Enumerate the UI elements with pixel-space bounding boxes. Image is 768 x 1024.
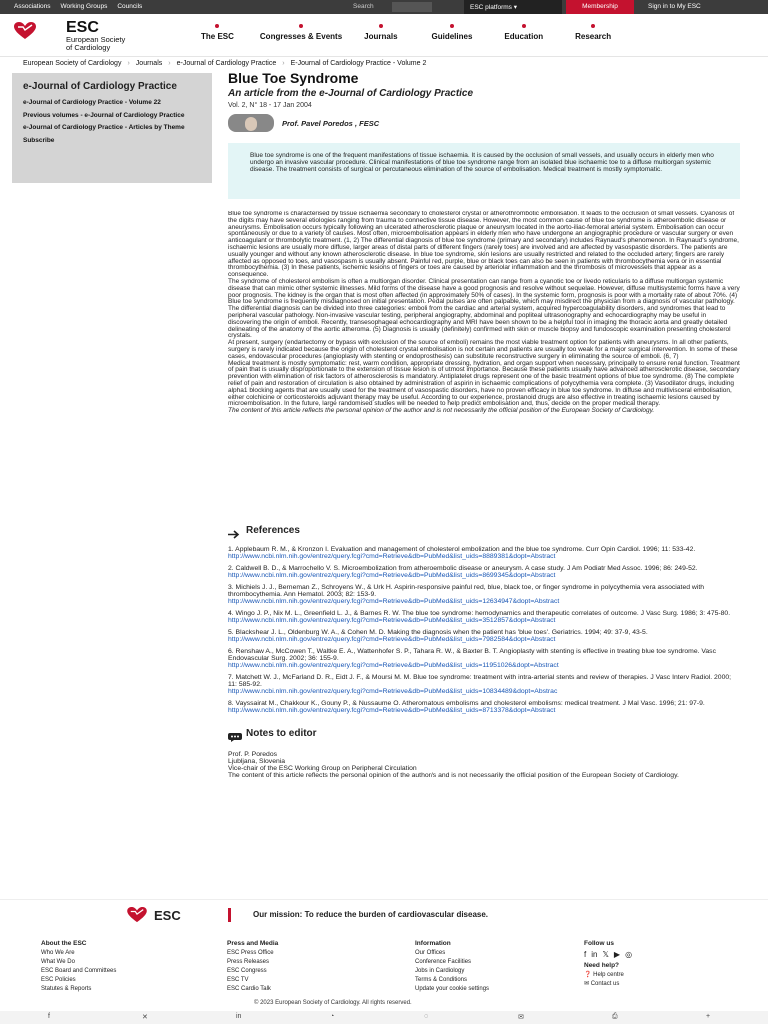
main-header (0, 14, 768, 57)
x-icon[interactable]: 𝕏 (602, 950, 609, 959)
instagram-icon[interactable]: ◎ (625, 950, 633, 959)
footer-logo[interactable] (124, 907, 181, 923)
footer-link[interactable]: Our Offices (415, 950, 446, 956)
reference-link[interactable]: http://www.ncbi.nlm.nih.gov/entrez/query.fcgi?cmd=Retrieve&db=PubMed&list_uids=10834489&dopt=Abstrac (228, 688, 558, 695)
mail-icon: ✉ (584, 981, 590, 987)
divider (228, 908, 231, 922)
footer-col-about (41, 939, 116, 994)
nav-the-esc[interactable]: The ESC (195, 32, 240, 41)
whatsapp-icon[interactable]: ◔ (330, 1013, 335, 1020)
reference-link[interactable]: http://www.ncbi.nlm.nih.gov/entrez/query.fcgi?cmd=Retrieve&db=PubMed&list_uids=8889381&dopt=Abstract (228, 553, 556, 560)
linkedin-icon[interactable]: in (236, 1013, 242, 1020)
need-help-title: Need help? (584, 962, 620, 969)
nav-dot-icon (522, 24, 526, 28)
membership-button[interactable]: Membership (566, 0, 634, 14)
help-icon: ❓ (584, 972, 592, 978)
footer-col-info (415, 939, 489, 994)
associations-link[interactable]: Associations (14, 3, 51, 10)
help-centre-link[interactable]: ❓ Help centre (584, 972, 624, 978)
references-title: References (246, 525, 300, 536)
nav-guidelines[interactable]: Guidelines (426, 32, 479, 41)
sign-in-link[interactable]: Sign in to My ESC (648, 3, 701, 10)
social-icons (584, 950, 632, 959)
footer (0, 929, 768, 1009)
footer-col-follow (584, 939, 632, 989)
nav-dot-icon (591, 24, 595, 28)
top-utility-bar (0, 0, 768, 14)
sidebar-item-volume-22[interactable]: e-Journal of Cardiology Practice - Volume 22 (23, 99, 161, 106)
footer-link[interactable]: Terms & Conditions (415, 977, 468, 983)
reference-link[interactable]: http://www.ncbi.nlm.nih.gov/entrez/query.fcgi?cmd=Retrieve&db=PubMed&list_uids=8699345&dopt=Abstract (228, 572, 556, 579)
chevron-right-icon: › (282, 60, 285, 67)
linkedin-icon[interactable]: in (591, 950, 598, 959)
article-body (228, 211, 740, 507)
youtube-icon[interactable]: ▶ (613, 950, 621, 959)
page-title: Blue Toe Syndrome (228, 70, 359, 86)
councils-link[interactable]: Councils (117, 3, 143, 10)
chevron-right-icon: › (127, 60, 130, 67)
notes-line: The content of this article reflects the personal opinion of the author/s and is not necessarily the official position of the European Society of Cardiology. (228, 772, 679, 779)
nav-dot-icon (450, 24, 454, 28)
footer-link[interactable]: Press Releases (227, 959, 270, 965)
paragraph: The syndrome of cholesterol embolism is often a multiorgan disorder. Clinical presentation can range from a cyanotic toe or livedo reticularis to a diffuse multiorgan systemic disease that can mimic other systemic illnesses. Mild forms of the disease have a good prognosis and resolve without sequelae. However, diffuse multisystemic forms have a very poor prognosis. The kidney is the organ that is most often affected (in approximately 50% of cases). In the systemic form, prognosis is poor with a mortality rate of about 70%. (4) (228, 277, 740, 299)
mail-icon[interactable]: ✉ (518, 1014, 524, 1021)
working-groups-link[interactable]: Working Groups (60, 3, 108, 10)
nav-journals[interactable]: Journals (358, 32, 403, 41)
paragraph: Blue toe syndrome is characterised by tissue ischaemia secondary to cholesterol crystal or atherothrombotic embolisation. It leads to the occlusion of small vessels. Cyanosis of the digits may have several etiologies ranging from trauma to connective tissue disease. However, the most common cause of blue toe syndrome is atheroembolic disease or aneurysms. Embolisation occurs typically following an ulcerated atherosclerotic plaque or aneurysm located in the aorto-iliac-femoral arterial system. Embolisation can occur spontaneously or due to a variety of causes. Most often, microembolisation appears in elderly men who have undergone an angiographic procedure or vascular surgery or even anticoagulant or thrombolytic treatment. (1, 2) The differential diagnosis of blue toe syndrome (primary and secondary) includes Raynaud's phenomenon. In Raynaud's syndrome, ischaemic lesions are usually more diffuse, larger areas of distal parts of different fingers (rarely toes) are involved and are affected by vasospastic disorders. The patients are usually younger and without any known atherosclerotic disease. In blue toe syndrome, skin lesions are usually restricted and related to the occluded artery; fingers are rarely affected as opposed to toes, and vasospasm is usually absent. Painful red, purple, blue or black toes can also be seen in patients with thrombocythemia vera or in essential thrombocythemia. (3) In these patients, ischemic lesions of fingers or toes are caused by arteriolar inflammation and the thrombosis of microvessels that appear as a consequence. (228, 211, 739, 279)
esc-logo[interactable] (14, 20, 125, 52)
abstract-box: Blue toe syndrome is one of the frequent manifestations of tissue ischaemia. It is caused by the occlusion of small vessels, and usually occurs in elderly men who undergo an invasive vascular procedure. Clinical manifestations of blue toe syndrome range from an isolated blue ischaemic toe to a diffuse multiorgan systemic disease. The treatment consists of surgical or percutaneous elimination of the source of embolisation. Medical treatment is mostly symptomatic. (228, 143, 740, 199)
footer-link[interactable]: Who We Are (41, 950, 75, 956)
list-item: 7. Matchett W. J., McFarland D. R., Eidt J. F., & Moursi M. M. Blue toe syndrome: treatment with intra-arterial stents and review of therapies. J Vasc Interv Radiol. 2000; 11: 585-92. http://www.ncbi.nlm.nih.gov/entrez/query.fcgi?cmd=Retrieve&db=PubMed&list_uids=10834489&dopt=Abstrac (228, 674, 740, 695)
sidebar-item-previous-volumes[interactable]: Previous volumes - e-Journal of Cardiology Practice (23, 111, 185, 119)
chevron-right-icon: › (168, 60, 171, 67)
copyright: © 2023 European Society of Cardiology. All rights reserved. (254, 1000, 412, 1006)
search-label: Search (353, 3, 374, 10)
footer-col-title: Information (415, 940, 451, 947)
disclaimer: The content of this article reflects the personal opinion of the author and is not necessarily the official position of the European Society of Cardiology. (228, 407, 655, 415)
article-subtitle: An article from the e-Journal of Cardiology Practice (228, 88, 474, 99)
breadcrumb-current: E-Journal of Cardiology Practice - Volume 2 (290, 60, 427, 67)
footer-link[interactable]: ESC Board and Committees (41, 968, 117, 974)
logo-line-1: European Society (66, 35, 126, 44)
nav-dot-icon (215, 24, 219, 28)
reference-link[interactable]: http://www.ncbi.nlm.nih.gov/entrez/query.fcgi?cmd=Retrieve&db=PubMed&list_uids=11951026&dopt=Abstract (228, 662, 559, 669)
list-item: 6. Renshaw A., McCowen T., Waltke E. A., Wattenhofer S. P., Tahara R. W., & Baxter B. T. Angioplasty with stenting is effective in treating blue toe syndrome. Vasc Endovascular Surg. 2002; 36: 155-9. http://www.ncbi.nlm.nih.gov/entrez/query.fcgi?cmd=Retrieve&db=PubMed&list_uids=11951026&dopt=Abstract (228, 648, 740, 669)
sidebar-item-subscribe[interactable]: Subscribe (23, 136, 55, 144)
sidebar-item-articles-by-theme[interactable]: e-Journal of Cardiology Practice - Articles by Theme (23, 124, 185, 131)
references-header (228, 525, 740, 536)
logo-line-2: of Cardiology (66, 43, 111, 52)
footer-link[interactable]: Statutes & Reports (41, 986, 92, 992)
print-icon[interactable]: ⎙ (612, 1013, 618, 1020)
sidebar-title[interactable]: e-Journal of Cardiology Practice (23, 81, 177, 92)
author-name[interactable]: Prof. Pavel Poredos , FESC (282, 118, 380, 128)
breadcrumb-item[interactable]: e-Journal of Cardiology Practice (176, 60, 277, 67)
nav-research[interactable]: Research (569, 32, 617, 41)
list-item: 2. Caldwell B. D., & Marrochello V. S. Microembolization from atheroembolic disease or aneurysm. A case study. J Am Podiatr Med Assoc. 1996; 86: 249-52. http://www.ncbi.nlm.nih.gov/entrez/query.fcgi?cmd=Retrieve&db=PubMed&list_uids=8699345&dopt=Abstract (228, 565, 740, 579)
heart-logo-icon (124, 907, 150, 923)
footer-link[interactable]: What We Do (41, 959, 75, 965)
facebook-icon[interactable]: f (48, 1013, 50, 1020)
list-item: 1. Applebaum R. M., & Kronzon I. Evaluation and management of cholesterol embolization and the blue toe syndrome. Curr Opin Cardiol. 1996; 11: 533-42. http://www.ncbi.nlm.nih.gov/entrez/query.fcgi?cmd=Retrieve&db=PubMed&list_uids=8889381&dopt=Abstract (228, 546, 740, 560)
x-icon[interactable]: ✕ (142, 1014, 148, 1021)
notes-line: Vice-chair of the ESC Working Group on Peripheral Circulation (228, 765, 417, 772)
sidebar (12, 73, 212, 183)
article-meta: Vol. 2, N° 18 - 17 Jan 2004 (228, 102, 312, 109)
footer-logo-name: ESC (154, 907, 181, 923)
messenger-icon[interactable]: ◌ (424, 1013, 429, 1020)
paragraph: At present, surgery (endartectomy or bypass with exclusion of the source of emboli) remains the most viable treatment option for patients with aneurysms. In all other patients, surgery is rarely indicated because the origin of cholesterol crystal embolisation is not certain and patients are usually too weak for a major surgical intervention. In some of these cases, endovascular procedures (angioplasty with stenting or endoprosthesis) can substitute reconstructive surgery in eliminating the source of emboli. (6, 7) (228, 339, 738, 360)
speech-bubble-icon (228, 729, 240, 738)
footer-link[interactable]: ESC Congress (227, 968, 267, 974)
list-item: 8. Vayssairat M., Chakkour K., Gouny P., & Nussaume O. Atheromatous embolisms and cholesterol embolisms: medical treatment. J Mal Vasc. 1996; 21: 97-9. http://www.ncbi.nlm.nih.gov/entrez/query.fcgi?cmd=Retrieve&db=PubMed&list_uids=8713378&dopt=Abstract (228, 700, 740, 714)
notes-header (228, 728, 740, 739)
mission-text: Our mission: To reduce the burden of cardiovascular disease. (253, 910, 489, 919)
contact-us-link[interactable]: ✉ Contact us (584, 981, 620, 987)
avatar (228, 114, 274, 132)
paragraph: Blue toe syndrome is frequently misdiagnosed on initial presentation. Pedal pulses are often palpable, which may misdirect the physician from a diagnosis of vascular pathology. The differential diagnosis can be divided into three categories: emboli from the cardiac and arterial system, acquired hypercoagulability disorders, and syndromes that lead to peripheral vascular pathology. Non-invasive vascular testing, peripheral angiography, abdominal and popliteal ultrasonography and echocardiography may be useful in discovering the origin of emboli. Recently, transesophageal echocardiography and MRI have been shown to be a helpful tool in imaging the thoracic aorta and greatly detailed delineating of the anatomy of the aortic atheroma. (5) Diagnosis is usually (definitely) confirmed with skin or muscle biopsy and fundoscopic examination presenting cholesterol crystals. (228, 298, 735, 340)
notes-body (228, 751, 740, 779)
share-icon[interactable]: + (706, 1013, 711, 1020)
notes-title: Notes to editor (246, 728, 317, 739)
logo-name: ESC (66, 19, 99, 36)
footer-link[interactable]: Conference Facilities (415, 959, 472, 965)
footer-link[interactable]: Jobs in Cardiology (415, 968, 465, 974)
nav-congresses[interactable]: Congresses & Events (254, 32, 348, 41)
nav-dot-icon (379, 24, 383, 28)
search-input[interactable] (392, 2, 432, 12)
notes-line: Ljubljana, Slovenia (228, 758, 286, 765)
references-list (228, 546, 740, 714)
list-item: 5. Blackshear J. L., Oldenburg W. A., & Cohen M. D. Making the diagnosis when the patient has 'blue toes'. Geriatrics. 1994; 49: 37-9, 43-5. http://www.ncbi.nlm.nih.gov/entrez/query.fcgi?cmd=Retrieve&db=PubMed&list_uids=7982584&dopt=Abstract (228, 629, 740, 643)
footer-col-title: Press and Media (227, 940, 279, 947)
bottom-share-bar (0, 1011, 768, 1024)
paragraph: Medical treatment is mostly symptomatic: rest, warm condition, appropriate dressing, hydration, and organ support when necessary, principally to ensure renal function. Treatment of pain that is usually disproportionate to the extension of tissue lesion is of utmost importance. Because these patients usually have advanced atherosclerotic disease, secondary prevention with elimination of risk factors of atherosclerosis is mandatory. Antiplatelet drugs represent one of the basic treatment options of blue toe syndrome. (8) The complete relief of pain and restoration of circulation is also obtained by administration of aspirin in ischaemic complications of polycythemia vera complete. (3) Vasodilator drugs, including alpha1 blocking agents that are usually used for the treatment of vasospastic disorders, have no proven efficacy in blue toe syndrome. In diffuse and multivisceral embolisation, either colchicine or corticosteroids adjuvant therapy may be useful. According to our experience, prostanoid drugs are also effective in treating ischaemic lesions caused by microembolisation. In the future, large randomised studies will be needed to help predict embolisation and, thus, decide on the proper medical therapy. (228, 359, 740, 408)
heart-logo-icon (14, 20, 62, 42)
list-item: 4. Wingo J. P., Nix M. L., Greenfield L. J., & Barnes R. W. The blue toe syndrome: hemodynamics and therapeutic correlates of outcome. J Vasc Surg. 1986; 3: 475-80. http://www.ncbi.nlm.nih.gov/entrez/query.fcgi?cmd=Retrieve&db=PubMed&list_uids=3512857&dopt=Abstract (228, 610, 740, 624)
footer-col-press (227, 939, 278, 994)
list-item: 3. Michiels J. J., Berneman Z., Schroyens W., & Urk H. Aspirin-responsive painful red, blue, black toe, or finger syndrome in polycythemia vera associated with thrombocythemia. Ann Hematol. 2003; 82: 153-9. http://www.ncbi.nlm.nih.gov/entrez/query.fcgi?cmd=Retrieve&db=PubMed&list_uids=12634947&dopt=Abstract (228, 584, 740, 605)
footer-col-title: Follow us (584, 940, 614, 947)
reference-link[interactable]: http://www.ncbi.nlm.nih.gov/entrez/query.fcgi?cmd=Retrieve&db=PubMed&list_uids=8713378&dopt=Abstract (228, 707, 556, 714)
footer-link[interactable]: ESC Press Office (227, 950, 274, 956)
breadcrumb-item[interactable]: Journals (135, 60, 163, 67)
author-row (228, 113, 740, 133)
facebook-icon[interactable]: f (584, 950, 587, 959)
footer-link[interactable]: ESC Cardio Talk (227, 986, 271, 992)
footer-link[interactable]: Update your cookie settings (415, 986, 490, 992)
breadcrumb (23, 60, 426, 67)
nav-dot-icon (299, 24, 303, 28)
reference-link[interactable]: http://www.ncbi.nlm.nih.gov/entrez/query.fcgi?cmd=Retrieve&db=PubMed&list_uids=7982584&dopt=Abstract (228, 636, 556, 643)
mission-banner (0, 899, 768, 929)
nav-education[interactable]: Education (498, 32, 549, 41)
main-nav (195, 32, 617, 41)
footer-col-title: About the ESC (41, 940, 87, 947)
reference-link[interactable]: http://www.ncbi.nlm.nih.gov/entrez/query.fcgi?cmd=Retrieve&db=PubMed&list_uids=12634947&dopt=Abstract (228, 598, 560, 605)
footer-link[interactable]: ESC TV (227, 977, 249, 983)
reference-link[interactable]: http://www.ncbi.nlm.nih.gov/entrez/query.fcgi?cmd=Retrieve&db=PubMed&list_uids=3512857&dopt=Abstract (228, 617, 556, 624)
arrow-icon (228, 526, 240, 535)
notes-line: Prof. P. Poredos (228, 751, 277, 758)
esc-platforms-button[interactable]: ESC platforms ▾ (464, 0, 562, 14)
footer-link[interactable]: ESC Policies (41, 977, 76, 983)
breadcrumb-item[interactable]: European Society of Cardiology (23, 60, 122, 67)
chevron-down-icon: ▾ (513, 4, 517, 11)
article (228, 70, 740, 779)
